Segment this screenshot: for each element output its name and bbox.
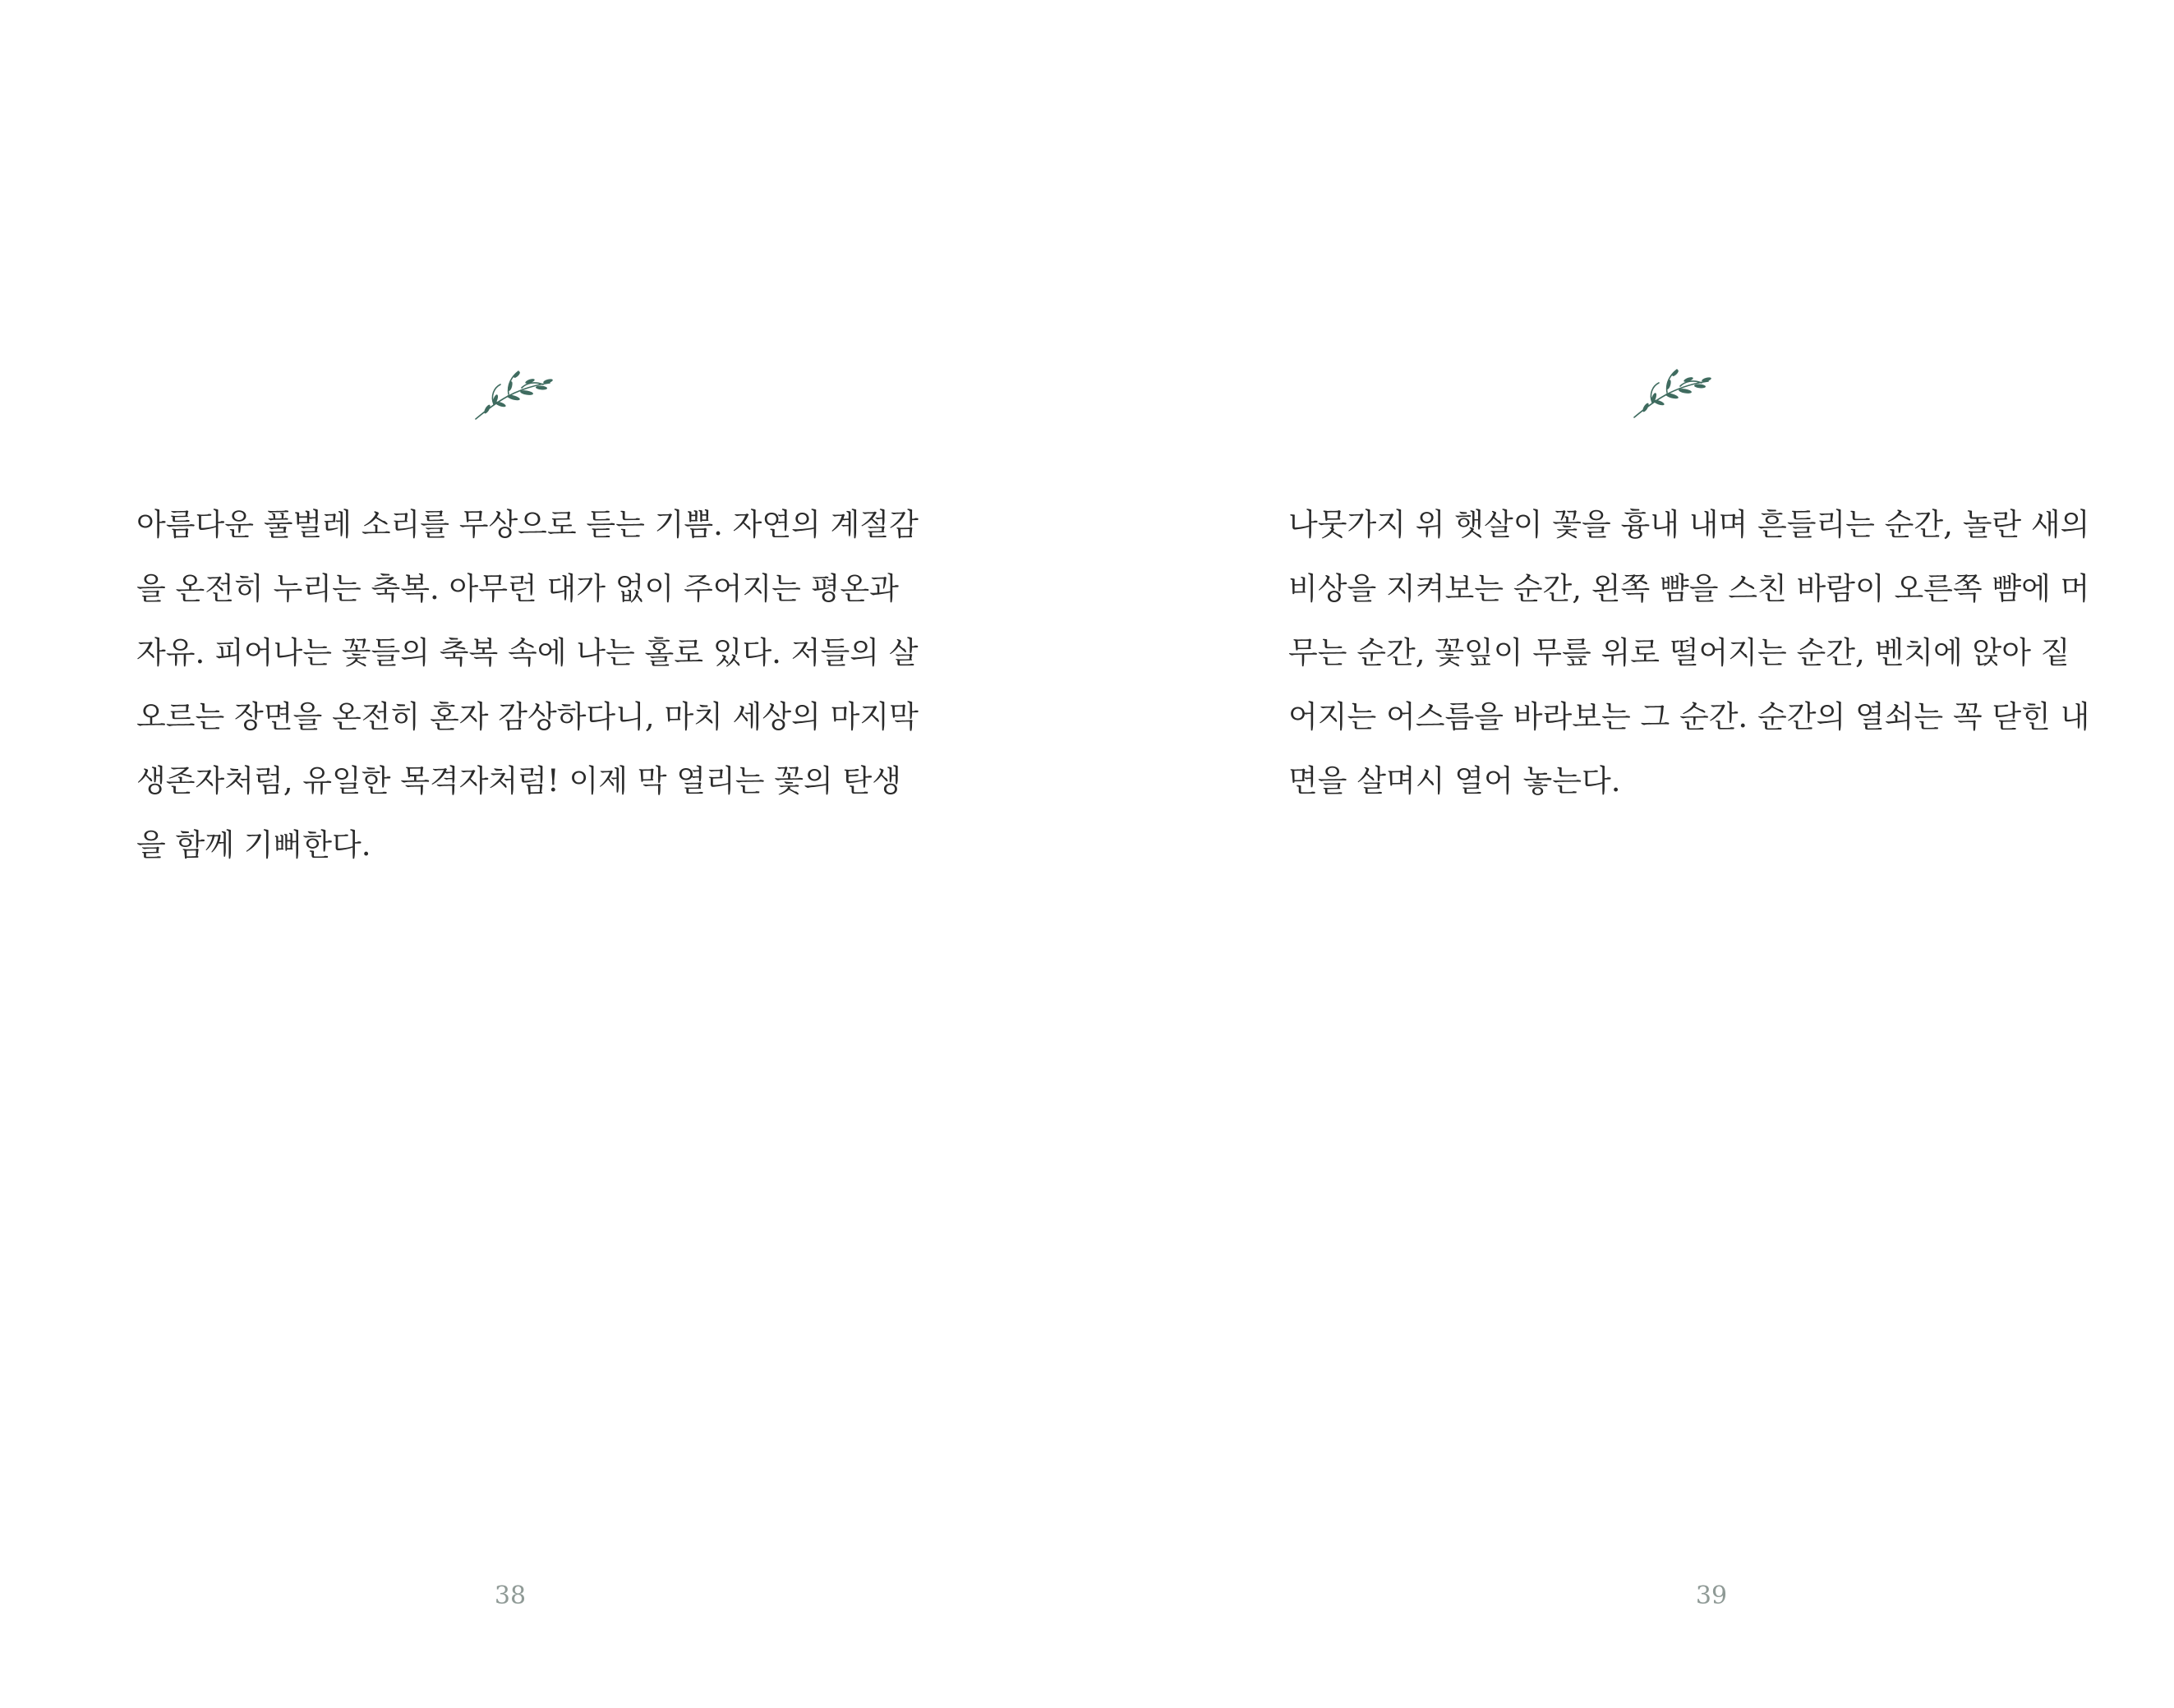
text-line: 무는 순간, 꽃잎이 무릎 위로 떨어지는 순간, 벤치에 앉아 짙 <box>1288 635 2070 670</box>
text-line: 나뭇가지 위 햇살이 꽃을 흉내 내며 흔들리는 순간, 놀란 새의 <box>1288 507 2090 542</box>
text-line: 오르는 장면을 온전히 혼자 감상하다니, 마치 세상의 마지막 <box>136 699 919 734</box>
right-page <box>1087 0 2174 1708</box>
text-line: 을 함께 기뻐한다. <box>136 827 371 863</box>
text-line: 비상을 지켜보는 순간, 왼쪽 뺨을 스친 바람이 오른쪽 뺨에 머 <box>1288 571 2090 606</box>
text-line: 생존자처럼, 유일한 목격자처럼! 이제 막 열리는 꽃의 탄생 <box>136 763 902 799</box>
leaf-sprig-icon <box>1631 361 1713 421</box>
text-line: 자유. 피어나는 꽃들의 축복 속에 나는 홀로 있다. 저들의 살 <box>136 635 919 670</box>
leaf-sprig-icon <box>472 363 555 422</box>
text-line: 아름다운 풀벌레 소리를 무상으로 듣는 기쁨. 자연의 계절감 <box>136 507 919 542</box>
text-line: 면을 살며시 열어 놓는다. <box>1288 763 1621 799</box>
page-number: 38 <box>494 1581 527 1610</box>
page-number: 39 <box>1695 1581 1728 1610</box>
text-line: 어지는 어스름을 바라보는 그 순간. 순간의 열쇠는 꼭 닫힌 내 <box>1288 699 2090 734</box>
text-line: 을 온전히 누리는 축복. 아무런 대가 없이 주어지는 평온과 <box>136 571 899 606</box>
body-paragraph <box>1288 493 2090 813</box>
body-paragraph <box>136 493 919 877</box>
